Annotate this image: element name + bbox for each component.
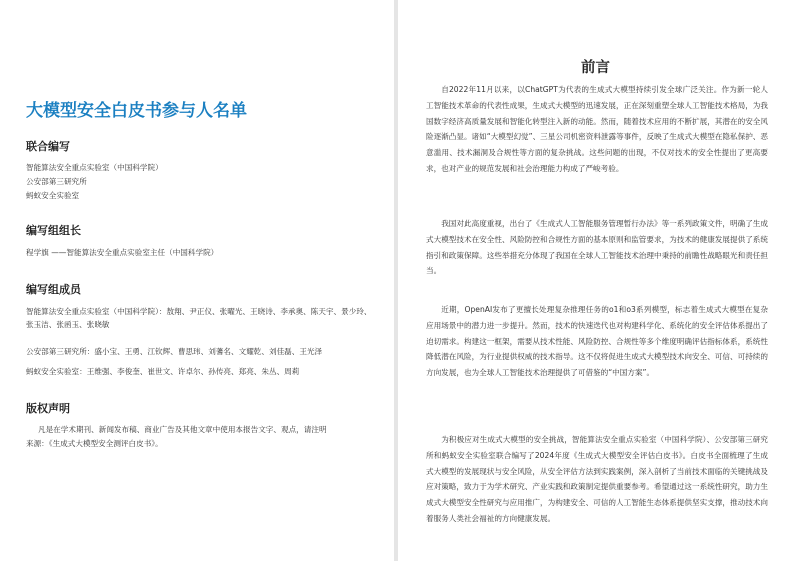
joint-heading: 联合编写 [26,140,70,153]
member-names: 敖翔、尹正仪、张曜光、王晓诗、李承奥、陈天宇、景少玲、张玉洁、张函玉、张晓敏 [26,307,372,329]
preface-paragraph: 我国对此高度重视，出台了《生成式人工智能服务管理暂行办法》等一系列政策文件，明确了生成式大模型技术在安全性、风险防控和合规性方面的基本原则和监管要求，为技术的健康发展提供了系统指引和政策保障。这些举措充分体现了我国在全球人工智能技术治理中秉持的前瞻性战略眼光和责任担当。 [426,219,768,276]
member-row [26,306,376,331]
leader-heading: 编写组组长 [26,224,81,237]
copyright-heading: 版权声明 [26,402,70,415]
member-row [26,366,376,379]
joint-item: 公安部第三研究所 [26,177,87,186]
joint-item: 蚂蚁安全实验室 [26,191,80,200]
copyright-line: 凡是在学术期刊、新闻发布稿、商业广告及其他文章中使用本报告文字、观点，请注明 [38,425,327,434]
preface-paragraph: 自2022年11月以来，以ChatGPT为代表的生成式大模型持续引发全球广泛关注。作为新一轮人工智能技术革命的代表性成果，生成式大模型的迅速发展，正在深刻重塑全球人工智能技术格局，为我国数字经济高质量发展和智能化转型注入新的动能。然而，随着技术应用的不断扩展，其潜在的安全风险逐渐凸显。诸如“大模型幻觉”、三星公司机密资料泄露等事件，反映了生成式大模型在隐私保护、恶意滥用、技术漏洞及合规性等方面的复杂挑战。这些问题的出现，不仅对技术的安全性提出了更高要求，也对产业的规范发展和社会治理能力构成了严峻考验。 [426,85,768,173]
member-org: 蚂蚁安全实验室： [26,367,87,376]
preface-paragraph: 近期，OpenAI发布了更擅长处理复杂推理任务的o1和o3系列模型，标志着生成式大模型在复杂应用场景中的潜力进一步提升。然而，技术的快速迭代也对构建科学化、系统化的安全评估体系提出了迫切需求。构建这一框架，需要从技术性能、风险防控、合规性等多个维度明确评估指标体系，系统性降低潜在风险，为行业提供权威的技术指导。这不仅将促进生成式大模型技术向安全、可信、可持续的方向发展，也为全球人工智能技术治理提供了可借鉴的“中国方案”。 [426,305,768,378]
member-org: 公安部第三研究所： [26,347,95,356]
left-page [0,0,394,561]
copyright-line: 来源：《生成式大模型安全测评白皮书》。 [26,439,163,448]
member-org: 智能算法安全重点实验室（中国科学院）： [26,307,167,316]
member-names: 王维强、李俊奎、崔世文、许卓尔、孙传亮、郑亮、朱丛、周莉 [86,367,300,376]
right-page [398,0,793,561]
member-names: 盛小宝、王勇、江钦辉、曹思玮、刘蓍名、文耀乾、刘佳磊、王光泽 [94,347,323,356]
member-row [26,346,376,359]
preface-paragraph: 为积极应对生成式大模型的安全挑战，智能算法安全重点实验室（中国科学院）、公安部第三研究所和蚂蚁安全实验室联合编写了2024年度《生成式大模型安全评估白皮书》。白皮书全面梳理了生成式大模型的发展现状与安全风险，从安全评估方法到实践案例，深入剖析了当前技术面临的关键挑战及应对策略，致力于为学术研究、产业实践和政策制定提供重要参考。希望通过这一系统性研究，助力生成式大模型安全性研究与应用推广，为构建安全、可信的人工智能生态体系提供坚实支撑，推动技术向着服务人类社会福祉的方向健康发展。 [426,435,768,523]
page-title: 大模型安全白皮书参与人名单 [26,101,247,121]
joint-item: 智能算法安全重点实验室（中国科学院） [26,163,163,172]
members-heading: 编写组成员 [26,283,81,296]
leader-text: 程学旗 ——智能算法安全重点实验室主任（中国科学院） [26,248,219,257]
preface-title: 前言 [581,60,610,76]
